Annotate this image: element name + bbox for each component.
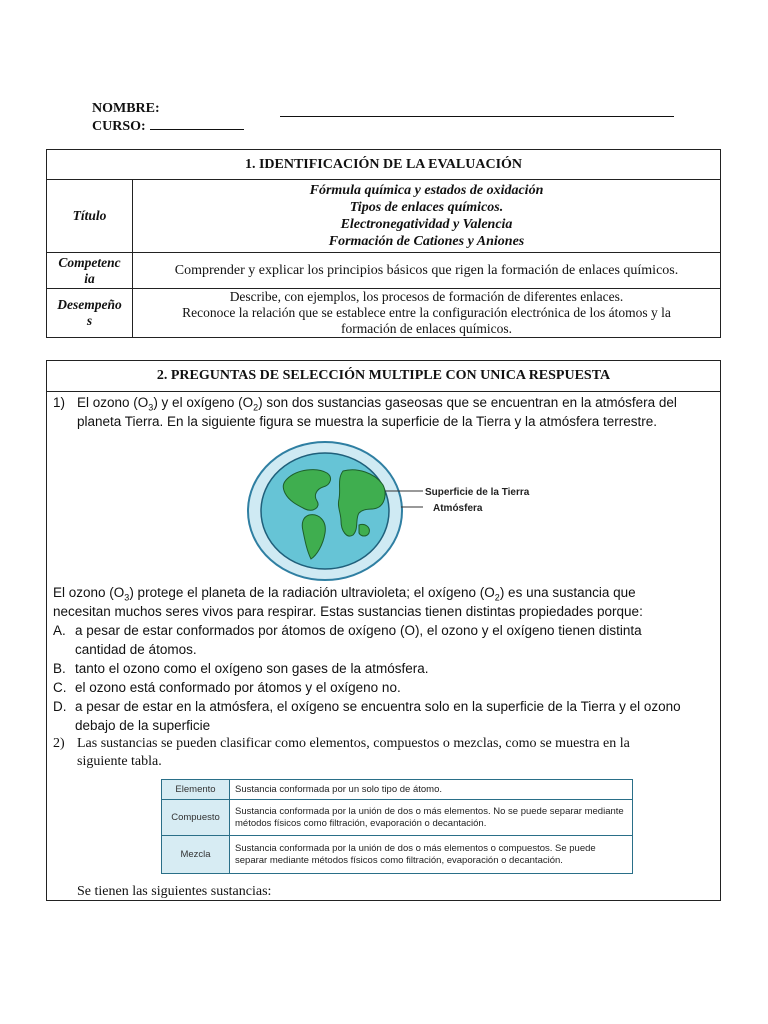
desempeno-line: formación de enlaces químicos. — [341, 321, 512, 336]
competencia-label-line: Competenc — [58, 254, 121, 270]
competencia-label — [47, 253, 133, 289]
competencia-label-line: ia — [84, 270, 95, 286]
section1-heading: 1. IDENTIFICACIÓN DE LA EVALUACIÓN — [47, 150, 721, 180]
desempenos-label-line: s — [86, 313, 93, 328]
option-a[interactable] — [53, 621, 713, 659]
option-text: tanto el ozono como el oxígeno son gases de la atmósfera. — [75, 661, 429, 676]
question-1-stem — [53, 393, 713, 431]
label-superficie: Superficie de la Tierra — [425, 487, 530, 498]
option-letter: B. — [53, 661, 66, 676]
table-value: Sustancia conformada por la unión de dos o más elementos o compuestos. Se puede separar mediante métodos físicos como filtración, evaporación o decantación. — [230, 836, 633, 874]
question-2-text — [77, 735, 715, 771]
q1-line-2: planeta Tierra. En la siguiente figura se muestra la superficie de la Tierra y la atmósfera terrestre. — [77, 414, 658, 429]
option-text: el ozono está conformado por átomos y el oxígeno no. — [75, 680, 401, 695]
classification-table — [161, 779, 633, 874]
q1-para-line-1: El ozono $(O_3)$ protege el planeta de la radiación ultravioleta; el oxígeno $(O_2)$ es una sustancia que — [53, 585, 636, 603]
desempenos-label-line: Desempeño — [57, 297, 122, 312]
q1-para-line-2: necesitan muchos seres vivos para respirar. Estas sustancias tienen distintas propiedades porque: — [53, 604, 643, 619]
table-value: Sustancia conformada por la unión de dos o más elementos. No se puede separar mediante métodos físicos como filtración, evaporación o decantación. — [230, 800, 633, 836]
question-number: 2) — [53, 736, 65, 751]
option-b[interactable] — [53, 659, 713, 678]
option-d[interactable] — [53, 697, 713, 735]
titulo-line: Fórmula química y estados de oxidación — [309, 183, 544, 198]
desempeno-line: Reconoce la relación que se establece entre la configuración electrónica de los átomos y la — [182, 305, 671, 320]
competencia-text: Comprender y explicar los principios básicos que rigen la formación de enlaces químicos. — [133, 253, 721, 289]
table-row — [162, 836, 633, 874]
table-key: Elemento — [162, 780, 230, 800]
desempenos-content — [133, 289, 721, 338]
q2-line-1: Las sustancias se pueden clasificar como elementos, compuestos o mezclas, como se muestra en la — [77, 736, 630, 751]
question-2-stem — [53, 735, 715, 771]
earth-illustration — [247, 441, 577, 581]
label-atmosfera: Atmósfera — [433, 503, 483, 514]
table-row — [162, 780, 633, 800]
table-value: Sustancia conformada por un solo tipo de átomo. — [230, 780, 633, 800]
q1-context-paragraph — [53, 583, 715, 621]
section2-heading: 2. PREGUNTAS DE SELECCIÓN MULTIPLE CON UNICA RESPUESTA — [47, 361, 720, 392]
nombre-input-line[interactable] — [280, 116, 674, 117]
q2-line-2: siguiente tabla. — [77, 754, 162, 769]
table-row — [162, 800, 633, 836]
option-text: a pesar de estar en la atmósfera, el oxígeno se encuentra solo en la superficie de la Tierra y el ozono debajo de la superficie — [75, 699, 681, 733]
option-letter: C. — [53, 680, 67, 695]
option-c[interactable] — [53, 678, 713, 697]
questions-section — [46, 360, 721, 901]
desempenos-label — [47, 289, 133, 338]
question-1-text — [77, 393, 713, 431]
question-number: 1) — [53, 395, 66, 410]
earth-atmosphere-figure — [247, 441, 577, 581]
titulo-line: Electronegatividad y Valencia — [340, 217, 513, 232]
curso-row — [92, 118, 244, 136]
option-text: a pesar de estar conformados por átomos de oxígeno (O), el ozono y el oxígeno tienen distinta cantidad de átomos. — [75, 623, 642, 657]
option-letter: A. — [53, 623, 66, 638]
curso-input-line[interactable] — [150, 118, 244, 130]
desempeno-line: Describe, con ejemplos, los procesos de formación de diferentes enlaces. — [229, 289, 624, 304]
titulo-label: Título — [47, 180, 133, 253]
identification-table — [46, 149, 721, 338]
table-key: Compuesto — [162, 800, 230, 836]
titulo-content — [133, 180, 721, 253]
option-letter: D. — [53, 699, 67, 714]
student-header — [92, 100, 244, 136]
titulo-line: Formación de Cationes y Aniones — [328, 234, 525, 249]
table-key: Mezcla — [162, 836, 230, 874]
q1-line-1: El ozono $(O_3)$ y el oxígeno $(O_2)$ son dos sustancias gaseosas que se encuentran en la atmósfera del — [77, 395, 677, 413]
curso-label: CURSO: — [92, 119, 146, 134]
q2-closing: Se tienen las siguientes sustancias: — [77, 884, 272, 899]
titulo-line: Tipos de enlaces químicos. — [349, 200, 504, 215]
nombre-label: NOMBRE: — [92, 101, 160, 116]
